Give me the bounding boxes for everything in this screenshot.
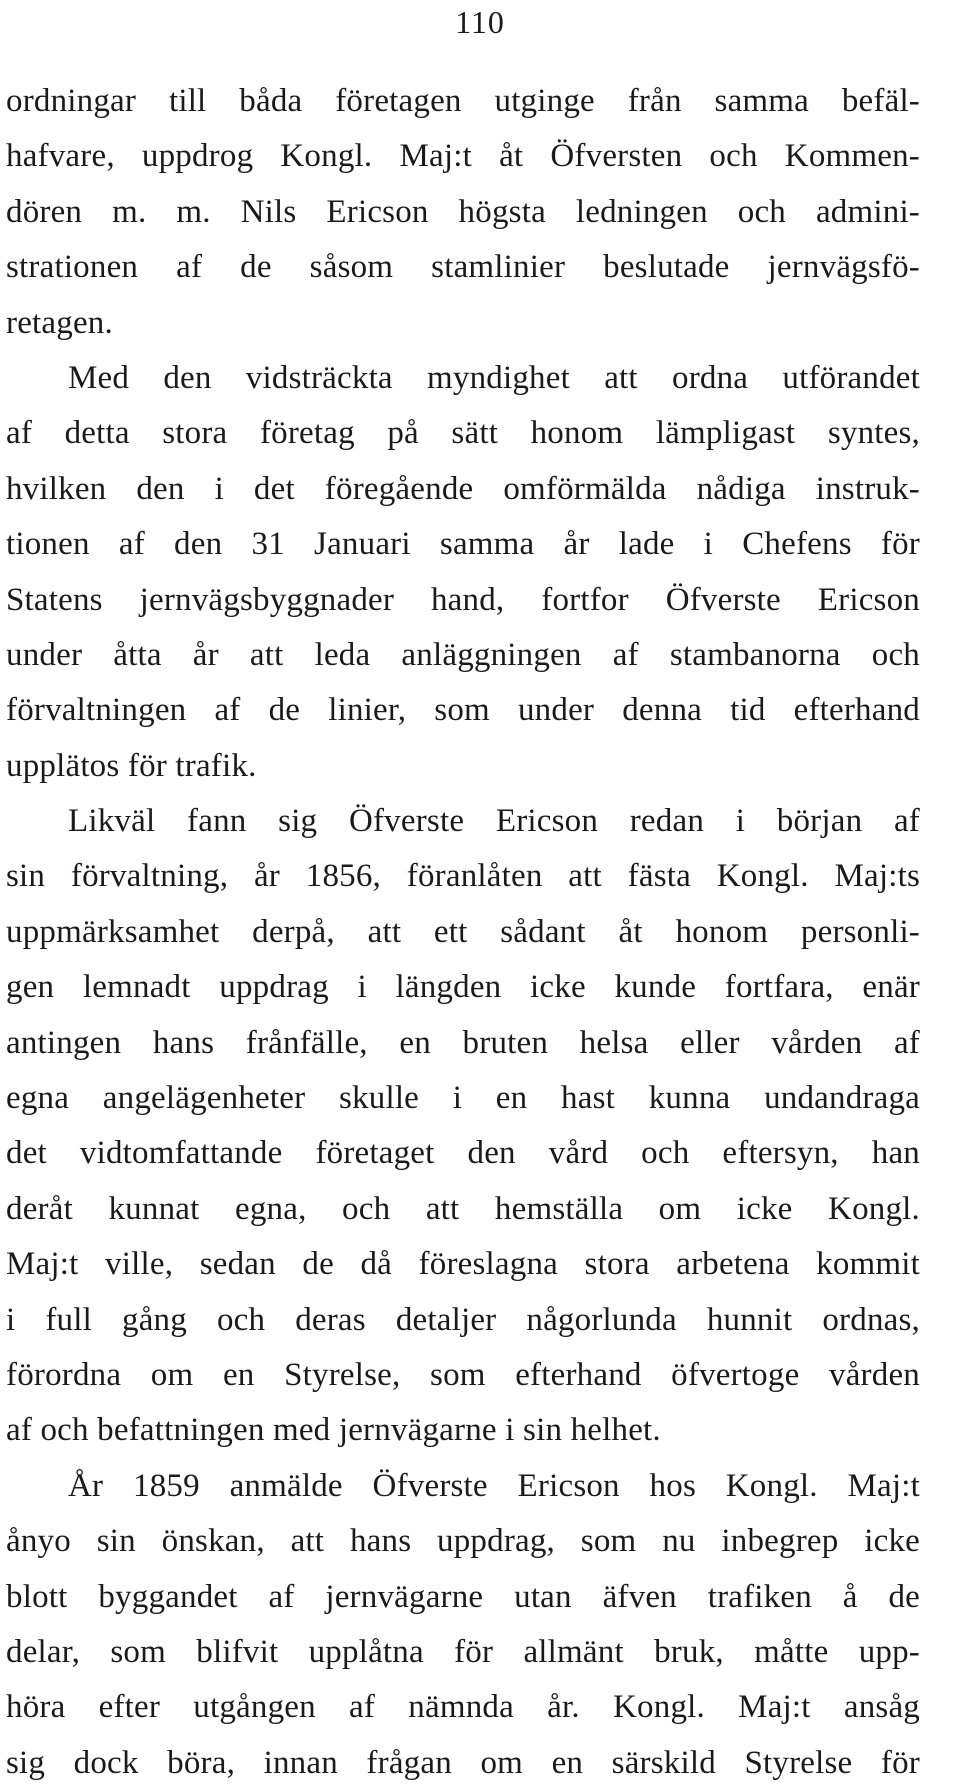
text-line: i full gång och deras detaljer någorlunda hunnit ordnas, (6, 1301, 920, 1338)
text-line: antingen hans frånfälle, en bruten helsa eller vården af (6, 1024, 920, 1061)
text-line: dören m. m. Nils Ericson högsta ledningen och admini- (6, 193, 920, 230)
text-line: gen lemnadt uppdrag i längden icke kunde fortfara, enär (6, 969, 920, 1006)
text-line: retagen. (6, 304, 113, 341)
text-line: förordna om en Styrelse, som efterhand öfvertoge vården (6, 1356, 920, 1393)
text-line: egna angelägenheter skulle i en hast kunna undandraga (6, 1080, 920, 1117)
text-line: År 1859 anmälde Öfverste Ericson hos Kongl. Maj:t (68, 1467, 920, 1504)
text-line: uppmärksamhet derpå, att ett sådant åt honom personli- (6, 913, 920, 950)
text-line: tionen af den 31 Januari samma år lade i Chefens för (6, 526, 920, 563)
text-line: ordningar till båda företagen utginge från samma befäl- (6, 83, 920, 119)
text-line: Statens jernvägsbyggnader hand, fortfor Öfverste Ericson (6, 581, 920, 618)
text-line: Likväl fann sig Öfverste Ericson redan i början af (68, 803, 920, 840)
text-line: af detta stora företag på sätt honom lämpligast syntes, (6, 415, 920, 452)
text-line: Med den vidsträckta myndighet att ordna utförandet (68, 359, 920, 396)
text-line: förvaltningen af de linier, som under denna tid efterhand (6, 692, 920, 729)
body-text (6, 74, 920, 1791)
text-line: under åtta år att leda anläggningen af stambanorna och (6, 636, 920, 673)
text-line: hafvare, uppdrog Kongl. Maj:t åt Öfversten och Kommen- (6, 138, 920, 175)
page-number: 110 (455, 4, 505, 40)
text-line: sig dock böra, innan frågan om en särskild Styrelse för (6, 1744, 920, 1781)
text-line: hvilken den i det föregående omförmälda nådiga instruk- (6, 470, 920, 507)
text-line: delar, som blifvit upplåtna för allmänt bruk, måtte upp- (6, 1633, 920, 1670)
text-line: ånyo sin önskan, att hans uppdrag, som nu inbegrep icke (6, 1523, 920, 1560)
text-line: det vidtomfattande företaget den vård och eftersyn, han (6, 1135, 920, 1172)
text-line: strationen af de såsom stamlinier beslutade jernvägsfö- (6, 249, 920, 286)
text-line: blott byggandet af jernvägarne utan äfven trafiken å de (6, 1578, 920, 1615)
text-line: Maj:t ville, sedan de då föreslagna stora arbetena kommit (6, 1246, 920, 1283)
text-line: upplätos för trafik. (6, 747, 257, 784)
text-line: höra efter utgången af nämnda år. Kongl. Maj:t ansåg (6, 1689, 920, 1726)
text-line: deråt kunnat egna, och att hemställa om icke Kongl. (6, 1190, 920, 1227)
text-line: sin förvaltning, år 1856, föranlåten att fästa Kongl. Maj:ts (6, 858, 920, 895)
text-line: af och befattningen med jernvägarne i sin helhet. (6, 1412, 661, 1449)
